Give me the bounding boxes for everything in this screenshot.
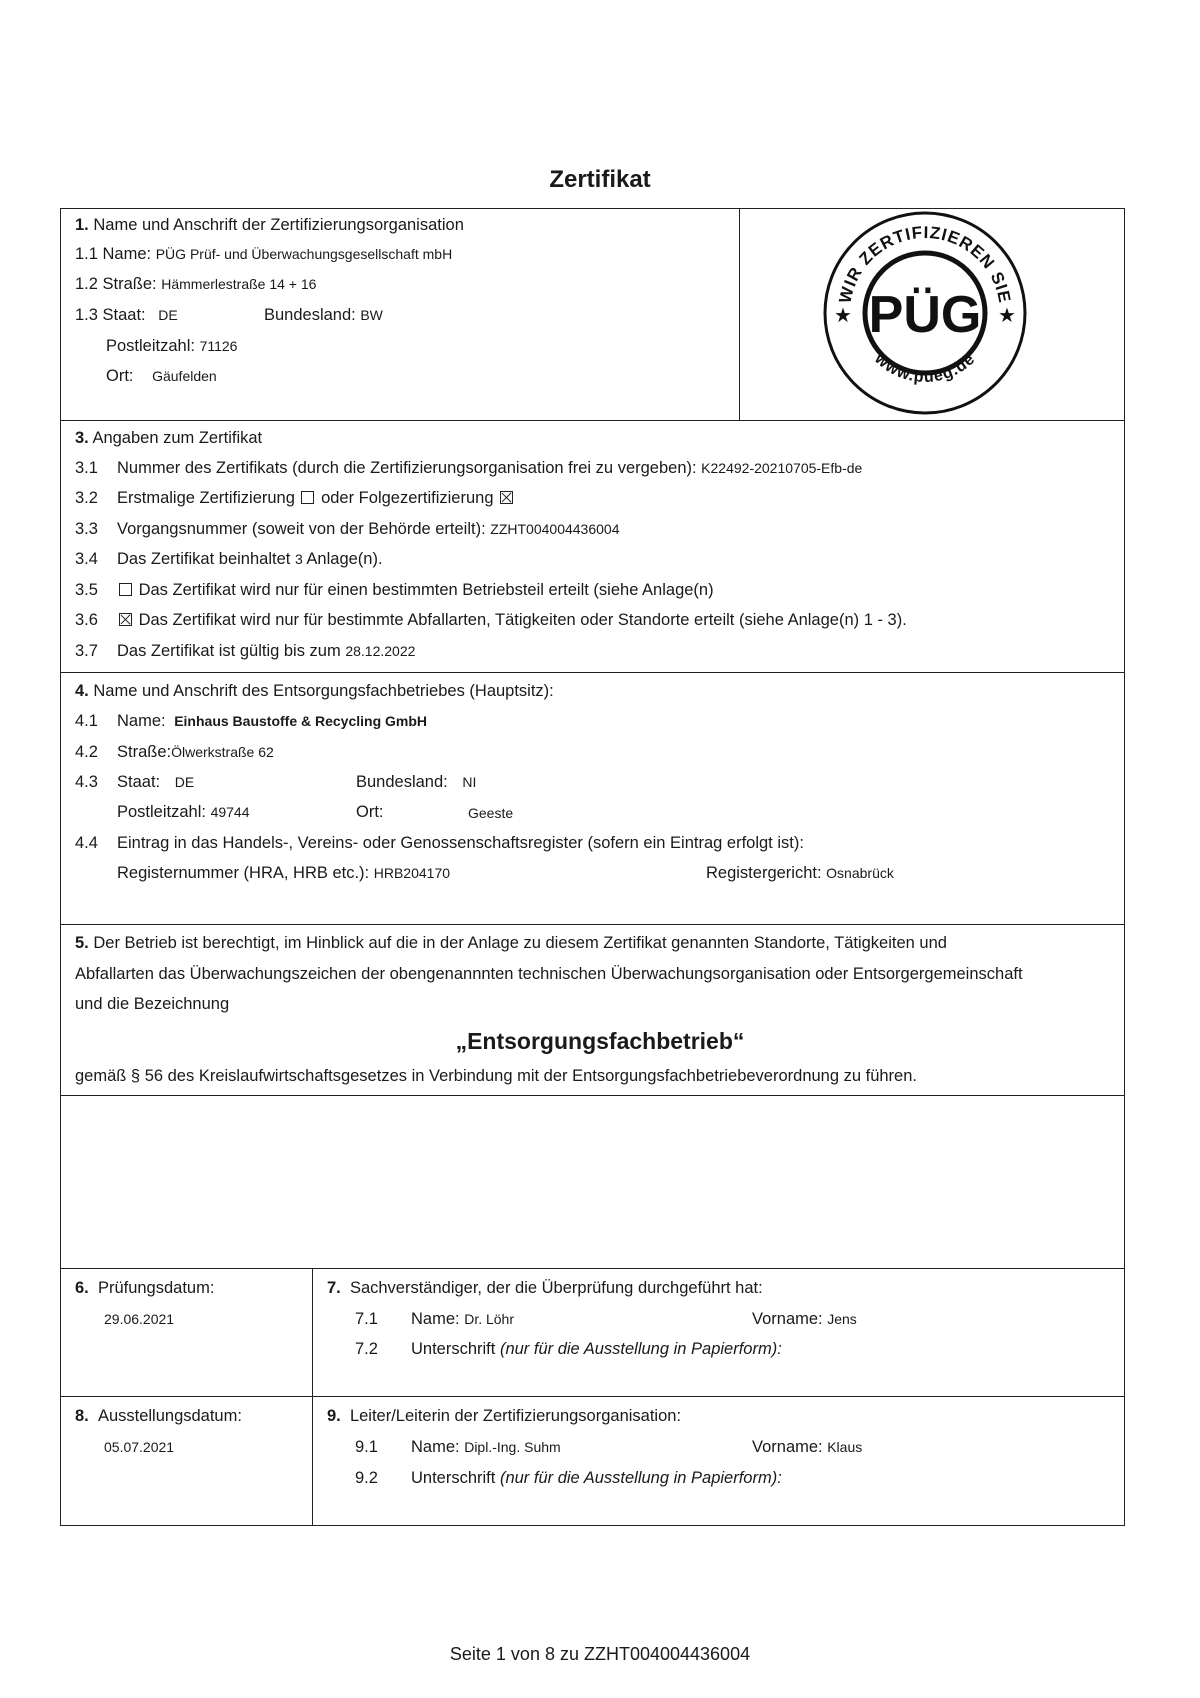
section-4-heading: 4. Name und Anschrift des Entsorgungsfachbetriebes (Hauptsitz): [75,682,554,700]
certificate-number: K22492-20210705-Efb-de [701,460,863,476]
section-5-line-1: 5. Der Betrieb ist berechtigt, im Hinblick auf die in der Anlage zu diesem Zertifikat genannten Standorte, Tätigkeiten und [75,934,947,952]
company-name-row: Name: Einhaus Baustoffe & Recycling GmbH [117,712,428,730]
row-4-2: 4.2 [75,743,98,761]
head-signature-label: Unterschrift (nur für die Ausstellung in Papierform): [411,1469,782,1487]
procedure-number: ZZHT004004436004 [490,521,620,537]
org-street-value: Hämmerlestraße 14 + 16 [161,276,317,292]
attachment-count: 3 [294,551,303,567]
section-7-heading: 7. Sachverständiger, der die Überprüfung durchgeführt hat: [327,1279,763,1297]
company-plz-value: 49744 [210,804,250,820]
row-9-2: 9.2 [355,1469,378,1487]
checkbox-business-part [119,583,132,596]
org-plz-value: 71126 [199,338,238,354]
company-land-value: NI [462,774,477,790]
register-number-value: HRB204170 [373,865,451,881]
checkbox-first-certification [301,491,314,504]
stamp-top-text: WIR ZERTIFIZIEREN SIE [835,222,1015,306]
section-9-heading: 9. Leiter/Leiterin der Zertifizierungsorganisation: [327,1407,682,1425]
row-4-3: 4.3 [75,773,98,791]
row-3-2: 3.2 [75,489,98,507]
checkbox-waste-types [119,613,132,626]
org-land-value: BW [360,307,383,323]
row-4-4: 4.4 [75,834,98,852]
section-5-line-4: gemäß § 56 des Kreislaufwirtschaftsgesetzes in Verbindung mit der Entsorgungsfachbetriebeverordnung zu führen. [75,1067,917,1085]
page-footer: Seite 1 von 8 zu ZZHT004004436004 [449,1644,751,1664]
row-3-3: 3.3 [75,520,98,538]
row-7-1: 7.1 [355,1310,378,1328]
row-3-4: 3.4 [75,550,98,568]
stamp-bottom-text: www.pueg.de [871,350,979,387]
document-title: Zertifikat [549,166,651,193]
row-3-5-text: Das Zertifikat wird nur für einen bestimmten Betriebsteil erteilt (siehe Anlage(n) [117,582,714,599]
stamp-star-right-icon: ★ [998,303,1016,327]
stamp-center-text: PÜG [868,286,982,344]
section-6-7-divider [312,1268,313,1397]
row-3-5: 3.5 [75,581,98,599]
head-firstname-row: Vorname: Klaus [752,1438,863,1456]
company-city-value: Geeste [468,805,514,821]
company-land-row: Bundesland: NI [356,773,477,791]
row-3-7: 3.7 [75,642,98,660]
org-street-row: 1.2 Straße: Hämmerlestraße 14 + 16 [75,275,317,293]
row-3-1: 3.1 [75,459,98,477]
expert-name-value: Dr. Löhr [464,1311,515,1327]
company-street-row: Straße:Ölwerkstraße 62 [117,743,274,761]
row-3-2-text: Erstmalige Zertifizierung oder Folgezertifizierung [117,490,515,507]
section-8-heading: 8. Ausstellungsdatum: [75,1407,242,1425]
expert-name-row: Name: Dr. Löhr [411,1310,515,1328]
row-7-2: 7.2 [355,1340,378,1358]
section-8-9-divider [312,1396,313,1526]
section-5-line-3: und die Bezeichnung [75,995,230,1013]
org-city-value: Gäufelden [152,368,217,384]
inspection-date: 29.06.2021 [104,1311,175,1327]
stamp-star-left-icon: ★ [834,303,852,327]
register-entry-text: Eintrag in das Handels-, Vereins- oder Genossenschaftsregister (sofern ein Eintrag erfolgt ist): [117,834,804,852]
org-state-row: 1.3 Staat: DE [75,306,178,324]
blank-section-box [60,1095,1125,1269]
section-6-heading: 6. Prüfungsdatum: [75,1279,215,1297]
section-3-heading: 3. Angaben zum Zertifikat [75,429,263,447]
org-name-value: PÜG Prüf- und Überwachungsgesellschaft mbH [155,246,453,262]
head-name-row: Name: Dipl.-Ing. Suhm [411,1438,561,1456]
company-state-row: Staat: DE [117,773,195,791]
org-city-row: Ort: Gäufelden [106,367,217,385]
company-city-label: Ort: [356,803,384,821]
row-3-3-text: Vorgangsnummer (soweit von der Behörde erteilt): ZZHT004004436004 [117,520,620,538]
svg-text:www.pueg.de [870,350,978,386]
designation-title: „Entsorgungsfachbetrieb“ [455,1028,745,1054]
org-land-row: Bundesland: BW [264,306,383,324]
section-4-box [60,672,1125,925]
section-3-box [60,420,1125,673]
section-5-line-2: Abfallarten das Überwachungszeichen der obengenannnten technischen Überwachungsorganisation oder Entsorgergemeinschaft [75,965,1023,983]
row-3-4-text: Das Zertifikat beinhaltet 3 Anlage(n). [117,550,383,568]
pueg-stamp-logo [820,208,1030,418]
org-name-row: 1.1 Name: PÜG Prüf- und Überwachungsgesellschaft mbH [75,245,453,263]
company-plz-row: Postleitzahl: 49744 [117,803,250,821]
section-1-heading: 1. Name und Anschrift der Zertifizierungsorganisation [75,216,464,234]
row-3-1-text: Nummer des Zertifikats (durch die Zertifizierungsorganisation frei zu vergeben): K22492-20210705-Efb-de [117,459,863,477]
company-name-value: Einhaus Baustoffe & Recycling GmbH [174,713,428,729]
row-4-1: 4.1 [75,712,98,730]
register-court-value: Osnabrück [826,865,894,881]
company-street-value: Ölwerkstraße 62 [171,744,274,760]
head-name-value: Dipl.-Ing. Suhm [464,1439,561,1455]
row-3-6: 3.6 [75,611,98,629]
row-3-7-text: Das Zertifikat ist gültig bis zum 28.12.2022 [117,642,416,660]
row-9-1: 9.1 [355,1438,378,1456]
expert-signature-label: Unterschrift (nur für die Ausstellung in Papierform): [411,1340,782,1358]
valid-until-date: 28.12.2022 [345,643,416,659]
org-plz-row: Postleitzahl: 71126 [106,337,238,355]
row-3-6-text: Das Zertifikat wird nur für bestimmte Abfallarten, Tätigkeiten oder Standorte erteilt (siehe Anlage(n) 1 - 3). [117,612,907,629]
expert-firstname-value: Jens [827,1311,857,1327]
checkbox-follow-certification [500,491,513,504]
company-state-value: DE [174,774,195,790]
issue-date: 05.07.2021 [104,1439,175,1455]
org-state-value: DE [158,307,178,323]
register-court-row: Registergericht: Osnabrück [706,864,894,882]
register-number-row: Registernummer (HRA, HRB etc.): HRB204170 [117,864,451,882]
head-firstname-value: Klaus [827,1439,863,1455]
expert-firstname-row: Vorname: Jens [752,1310,857,1328]
